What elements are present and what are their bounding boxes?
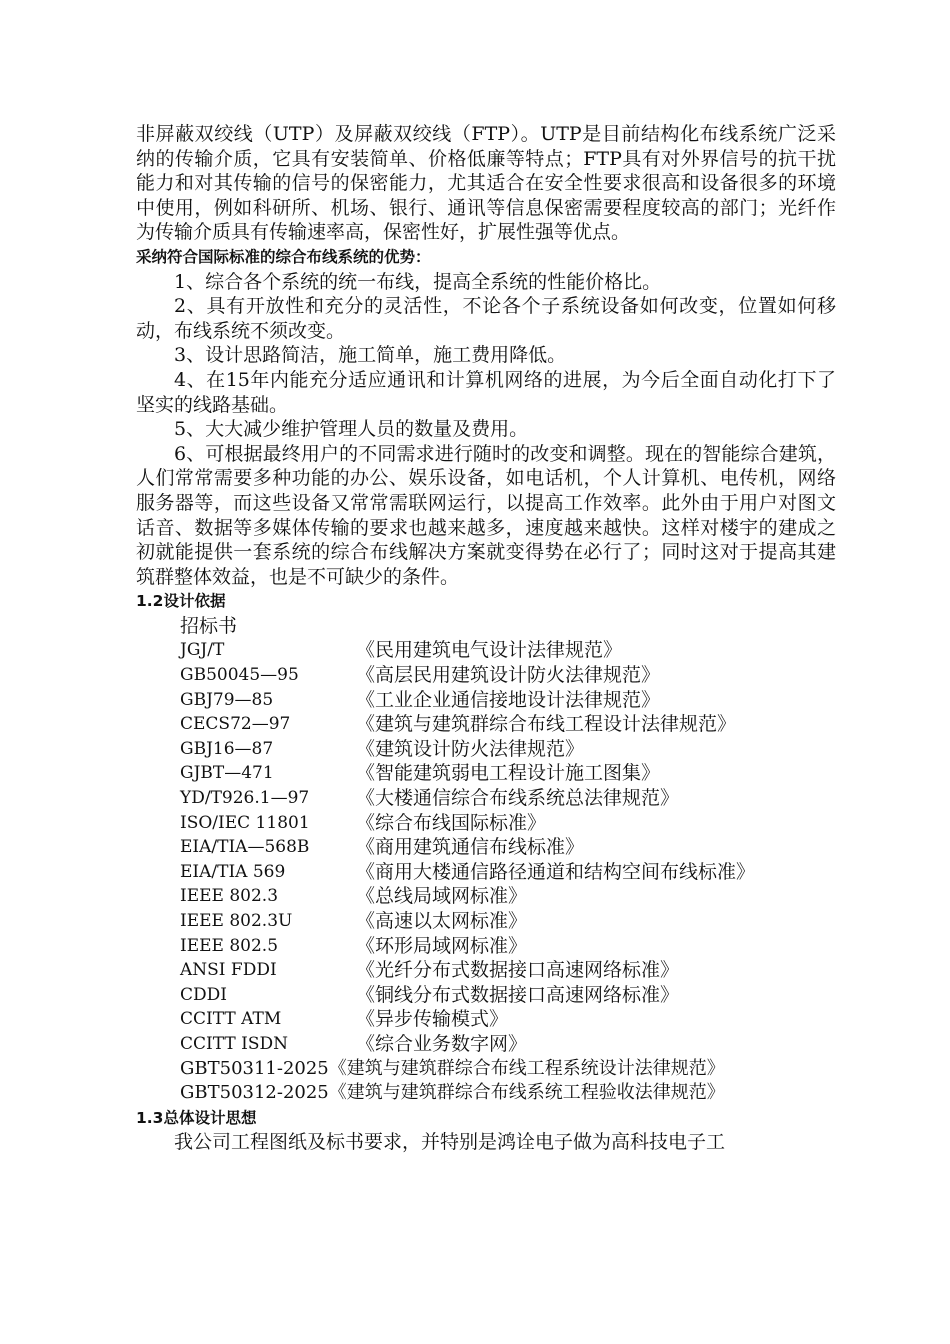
reference-combined: GBT50311-2025《建筑与建筑群综合布线工程系统设计法律规范》 xyxy=(180,1057,725,1079)
reference-title: 《大楼通信综合布线系统总法律规范》 xyxy=(356,787,680,810)
reference-title: 《异步传输模式》 xyxy=(356,1008,509,1031)
reference-row xyxy=(136,835,836,860)
reference-row xyxy=(136,860,836,885)
reference-title: 《商用大楼通信路径通道和结构空间布线标准》 xyxy=(356,860,756,883)
reference-row xyxy=(136,983,836,1008)
reference-title: 《光纤分布式数据接口高速网络标准》 xyxy=(356,959,680,982)
reference-title: 《总线局域网标准》 xyxy=(356,885,528,908)
reference-code: GBJ79—85 xyxy=(180,689,274,710)
reference-row xyxy=(136,884,836,909)
reference-row xyxy=(136,786,836,811)
reference-title: 《铜线分布式数据接口高速网络标准》 xyxy=(356,983,680,1006)
advantage-item: 5、大大减少维护管理人员的数量及费用。 xyxy=(174,418,529,441)
advantage-item: 3、设计思路简洁，施工简单，施工费用降低。 xyxy=(174,344,567,367)
advantages-heading: 采纳符合国际标准的综合布线系统的优势： xyxy=(136,247,431,266)
reference-title: 《高层民用建筑设计防火法律规范》 xyxy=(356,664,661,687)
reference-row xyxy=(136,811,836,836)
advantage-item: 6、可根据最终用户的不同需求进行随时的改变和调整。现在的智能综合建筑，人们常常需要多种功能的办公、娱乐设备，如电话机，个人计算机、电传机，网络服务器等，而这些设备又常常需联网运行，以提高工作效率。此外由于用户对图文话音、数据等多媒体传输的要求也越来越多，速度越来越快。这样对楼宇的建成之初就能提供一套系统的综合布线解决方案就变得势在必行了；同时这对于提高其建筑群整体效益，也是不可缺少的条件。 xyxy=(136,442,836,588)
reference-code: IEEE 802.3U xyxy=(180,911,293,931)
reference-code: GBJ16—87 xyxy=(180,738,274,759)
reference-code: EIA/TIA 569 xyxy=(180,861,286,882)
reference-title: 《高速以太网标准》 xyxy=(356,910,528,932)
reference-list xyxy=(136,638,836,1056)
reference-row xyxy=(136,638,836,663)
reference-code: GB50045—95 xyxy=(180,665,299,686)
reference-code: ISO/IEC 11801 xyxy=(180,812,310,833)
reference-combined: GBT50312-2025《建筑与建筑群综合布线系统工程验收法律规范》 xyxy=(180,1082,725,1104)
advantage-item: 4、在15年内能充分适应通讯和计算机网络的进展，为今后全面自动化打下了坚实的线路基础。 xyxy=(136,368,836,416)
reference-code: ANSI FDDI xyxy=(180,960,277,981)
reference-code: GJBT—471 xyxy=(180,763,274,784)
reference-code: YD/T926.1—97 xyxy=(180,788,310,809)
reference-title: 《民用建筑电气设计法律规范》 xyxy=(356,639,623,662)
reference-row xyxy=(136,934,836,959)
reference-row xyxy=(136,761,836,786)
reference-row xyxy=(136,663,836,688)
intro-paragraph: 非屏蔽双绞线（UTP）及屏蔽双绞线（FTP）。UTP是目前结构化布线系统广泛采纳的传输介质，它具有安装简单、价格低廉等特点；FTP具有对外界信号的抗干扰能力和对其传输的信号的保密能力，尤其适合在安全性要求很高和设备很多的环境中使用，例如科研所、机场、银行、通讯等信息保密需要程度较高的部门；光纤作为传输介质具有传输速率高，保密性好，扩展性强等优点。 xyxy=(136,123,836,244)
reference-title: 《综合业务数字网》 xyxy=(356,1032,528,1055)
section-heading-design-basis: 1.2设计依据 xyxy=(136,592,226,611)
reference-title: 《环形局域网标准》 xyxy=(356,934,528,957)
reference-code: CCITT ATM xyxy=(180,1009,282,1030)
reference-row xyxy=(136,712,836,737)
reference-title: 《建筑与建筑群综合布线工程设计法律规范》 xyxy=(356,713,737,736)
reference-code: EIA/TIA—568B xyxy=(180,837,310,858)
reference-row xyxy=(136,1007,836,1032)
advantage-item: 1、综合各个系统的统一布线，提高全系统的性能价格比。 xyxy=(174,270,662,293)
reference-row xyxy=(136,688,836,713)
reference-title: 《智能建筑弱电工程设计施工图集》 xyxy=(356,762,661,785)
reference-code: CCITT ISDN xyxy=(180,1033,288,1054)
reference-code: IEEE 802.5 xyxy=(180,935,279,956)
reference-intro: 招标书 xyxy=(180,614,238,637)
reference-title: 《综合布线国际标准》 xyxy=(356,811,547,834)
reference-row xyxy=(136,737,836,762)
reference-code: CECS72—97 xyxy=(180,714,291,735)
document-page xyxy=(136,122,836,1155)
overall-design-paragraph: 我公司工程图纸及标书要求，并特别是鸿诠电子做为高科技电子工 xyxy=(174,1131,726,1154)
reference-row xyxy=(136,909,836,934)
section-heading-overall-design: 1.3总体设计思想 xyxy=(136,1108,257,1127)
reference-title: 《工业企业通信接地设计法律规范》 xyxy=(356,688,661,711)
reference-row xyxy=(136,1032,836,1057)
reference-row xyxy=(136,958,836,983)
reference-code: CDDI xyxy=(180,984,227,1005)
reference-title: 《商用建筑通信布线标准》 xyxy=(356,836,585,859)
advantage-item: 2、具有开放性和充分的灵活性，不论各个子系统设备如何改变，位置如何移动，布线系统不须改变。 xyxy=(136,295,836,342)
reference-title: 《建筑设计防火法律规范》 xyxy=(356,737,585,760)
reference-code: IEEE 802.3 xyxy=(180,886,279,907)
reference-code: JGJ/T xyxy=(180,640,225,661)
